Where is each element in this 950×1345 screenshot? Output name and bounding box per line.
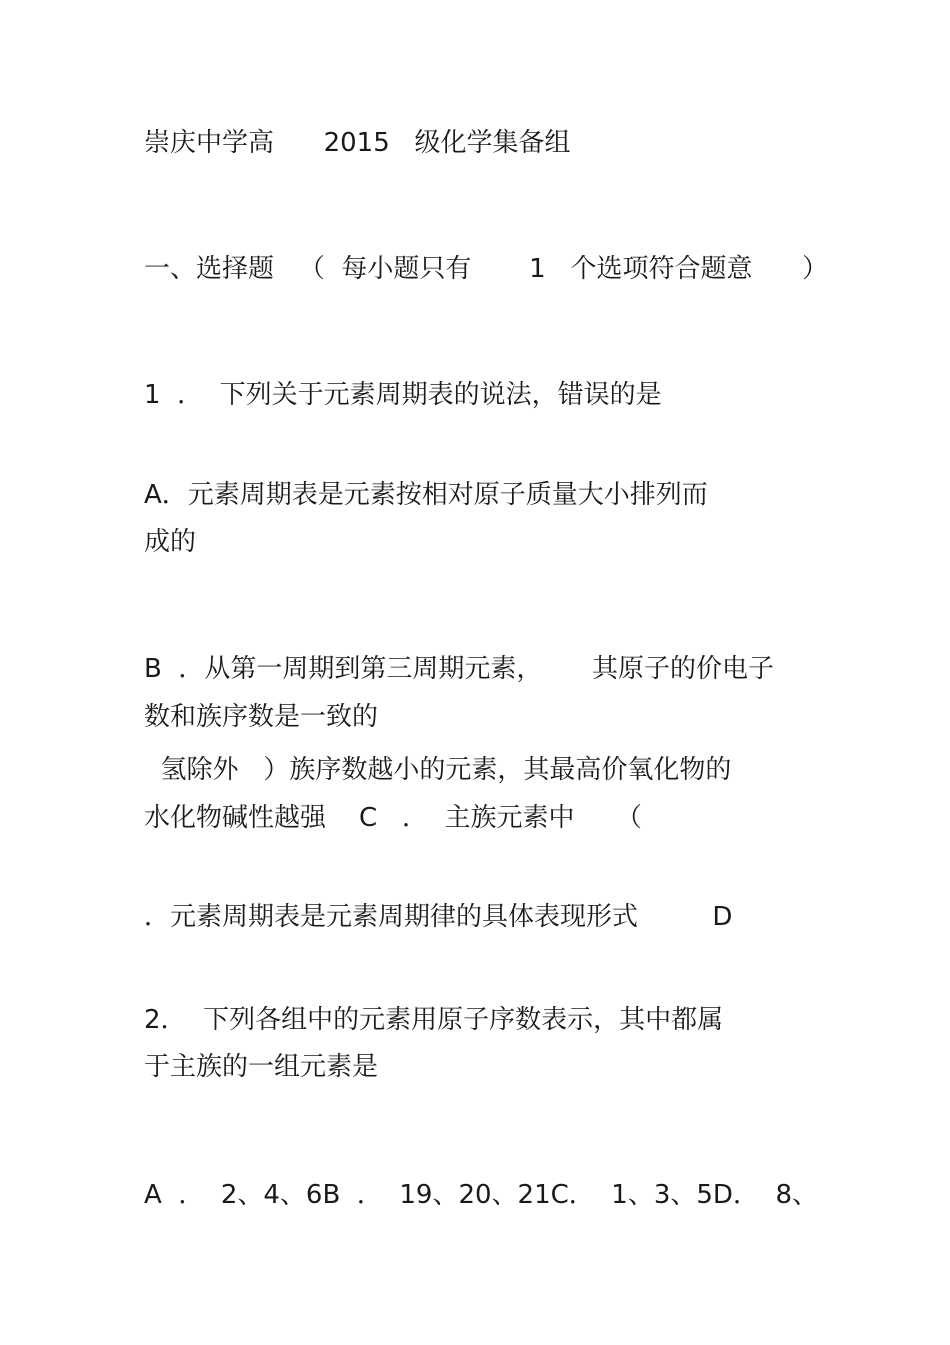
question-1-option-b-line1: B ．从第一周期到第三周期元素， 其原子的价电子 xyxy=(144,654,774,684)
header-text: 崇庆中学高 2015 级化学集备组 xyxy=(144,128,571,158)
question-2-stem-line1: 2． 下列各组中的元素用原子序数表示，其中都属 xyxy=(144,1005,724,1035)
section-title: 一、选择题 （ 每小题只有 1 个选项符合题意 ） xyxy=(144,254,829,284)
question-2-options: A ． 2、4、6B ． 19、20、21C． 1、3、5D． 8、 xyxy=(144,1180,819,1210)
question-1-option-b-line2: 数和族序数是一致的 xyxy=(144,702,379,732)
question-1-option-a-line2: 成的 xyxy=(144,527,197,557)
question-1-option-b-line3: 氢除外 ）族序数越小的元素，其最高价氧化物的 xyxy=(144,755,732,785)
question-1-option-b-line4: 水化物碱性越强 C ． 主族元素中 （ xyxy=(144,803,642,833)
question-1-option-a-line1: A．元素周期表是元素按相对原子质量大小排列而 xyxy=(144,480,708,510)
question-1-stem: 1 ． 下列关于元素周期表的说法，错误的是 xyxy=(144,380,662,410)
question-2-stem-line2: 于主族的一组元素是 xyxy=(144,1052,379,1082)
question-1-option-d-line: ．元素周期表是元素周期律的具体表现形式 D xyxy=(144,902,733,932)
